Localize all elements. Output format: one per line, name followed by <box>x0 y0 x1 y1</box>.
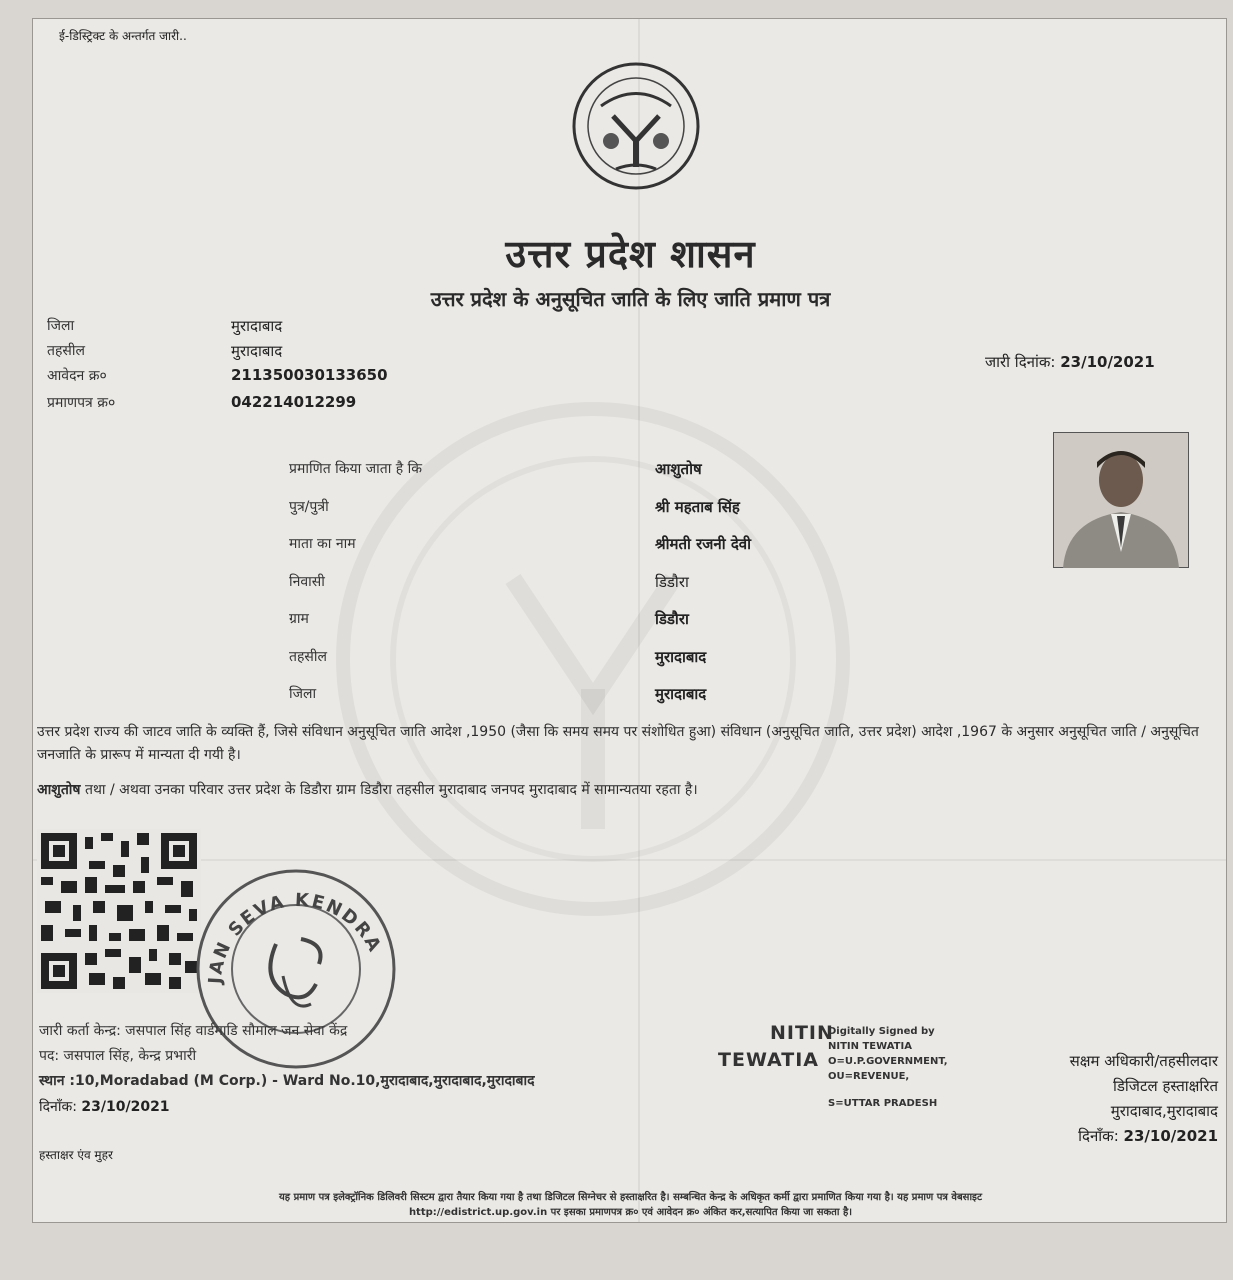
digital-line-5: S=UTTAR PRADESH <box>828 1098 938 1109</box>
field-label-mother: माता का नाम <box>289 536 356 552</box>
field-label-tehsil: तहसील <box>289 649 327 665</box>
issuer-date-label: दिनाँक: <box>39 1099 77 1115</box>
field-label-certified-that: प्रमाणित किया जाता है कि <box>289 461 423 477</box>
digital-line-4: OU=REVENUE, <box>828 1071 910 1082</box>
field-value-village: डिडौरा <box>655 610 689 628</box>
meta-label-district: जिला <box>47 318 75 334</box>
officer-date <box>988 1124 1218 1149</box>
applicant-photo <box>1053 432 1189 568</box>
residence-paragraph-text: तथा / अथवा उनका परिवार उत्तर प्रदेश के डिडौरा ग्राम डिडौरा तहसील मुरादाबाद जनपद मुरादाबाद में सामान्यतया रहता है। <box>84 782 698 798</box>
page-title: उत्तर प्रदेश शासन <box>505 231 756 276</box>
field-value-father: श्री महताब सिंह <box>655 498 740 516</box>
header-note: ई-डिस्ट्रिक्ट के अन्तर्गत जारी.. <box>59 29 187 43</box>
meta-value-district: मुरादाबाद <box>231 317 283 335</box>
field-value-mother: श्रीमती रजनी देवी <box>655 535 752 553</box>
meta-label-application-no: आवेदन क्र० <box>47 368 107 384</box>
certificate-page <box>32 18 1227 1223</box>
field-value-tehsil: मुरादाबाद <box>655 648 707 666</box>
issue-date-value: 23/10/2021 <box>1060 353 1155 371</box>
residence-paragraph-name: आशुतोष <box>37 782 81 798</box>
stamp-text: JAN SEVA KENDRA <box>204 889 386 985</box>
footer-verification-url: http://edistrict.up.gov.in पर इसका प्रमाणपत्र क्र० एवं आवेदन क्र० अंकित कर,सत्यापित किया जा सकता है। <box>408 1207 853 1218</box>
issuer-post: पद: जसपाल सिंह, केन्द्र प्रभारी <box>39 1048 197 1064</box>
officer-date-value: 23/10/2021 <box>1123 1127 1218 1145</box>
issue-date <box>985 352 1155 372</box>
field-value-district: मुरादाबाद <box>655 685 707 703</box>
issuer-date-value: 23/10/2021 <box>81 1099 170 1115</box>
field-label-village: ग्राम <box>289 611 309 627</box>
officer-date-label: दिनाँक: <box>1078 1127 1119 1145</box>
qr-code[interactable] <box>37 829 201 993</box>
digital-line-3: O=U.P.GOVERNMENT, <box>828 1056 948 1067</box>
signer-name-last: TEWATIA <box>718 1049 820 1071</box>
meta-value-application-no: 211350030133650 <box>231 366 388 384</box>
digital-line-1: Digitally Signed by <box>828 1026 935 1037</box>
residence-paragraph <box>37 779 1217 802</box>
field-label-resident: निवासी <box>289 574 325 590</box>
field-label-son-daughter: पुत्र/पुत्री <box>289 499 329 515</box>
sign-and-seal-note: हस्ताक्षर एंव मुहर <box>39 1148 113 1162</box>
meta-value-tehsil: मुरादाबाद <box>231 342 283 360</box>
field-label-district: जिला <box>289 686 317 702</box>
issuer-date <box>39 1097 170 1116</box>
certificate-subtitle: उत्तर प्रदेश के अनुसूचित जाति के लिए जाति प्रमाण पत्र <box>430 287 831 311</box>
officer-place: मुरादाबाद,मुरादाबाद <box>1110 1102 1218 1120</box>
issuer-center: जारी कर्ता केन्द्र: जसपाल सिंह वार्डमाडि सौमाल जन सेवा केंद्र <box>39 1023 348 1039</box>
meta-label-certificate-no: प्रमाणपत्र क्र० <box>47 395 116 411</box>
signer-name-first: NITIN <box>770 1022 834 1044</box>
issuer-place: स्थान :10,Moradabad (M Corp.) - Ward No.10,मुरादाबाद,मुरादाबाद,मुरादाबाद <box>39 1073 535 1089</box>
officer-block <box>988 1049 1218 1149</box>
officer-designation: सक्षम अधिकारी/तहसीलदार <box>1069 1052 1218 1070</box>
issue-date-label: जारी दिनांक: <box>985 353 1056 371</box>
footer-disclaimer: यह प्रमाण पत्र इलेक्ट्रॉनिक डिलिवरी सिस्टम द्वारा तैयार किया गया है तथा डिजिटल सिग्नेचर से हस्ताक्षरित है। सम्बन्धित केन्द्र के अधिकृत कर्मी द्वारा प्रमाणित किया गया है। यह प्रमाण पत्र वेबसाइट <box>279 1192 982 1203</box>
field-value-name: आशुतोष <box>655 460 702 478</box>
digital-signature-details <box>828 1024 948 1111</box>
digitally-signed-note: डिजिटल हस्ताक्षरित <box>1113 1077 1218 1095</box>
digital-line-2: NITIN TEWATIA <box>828 1041 912 1052</box>
meta-value-certificate-no: 042214012299 <box>231 393 357 411</box>
caste-declaration-paragraph: उत्तर प्रदेश राज्य की जाटव जाति के व्यक्ति हैं, जिसे संविधान अनुसूचित जाति आदेश ,1950 (जैसा कि समय समय पर संशोधित हुआ) संविधान (अनुसूचित जाति, उत्तर प्रदेश) आदेश ,1967 के अनुसार अनुसूचित जाति / अनुसूचित जनजाति के प्रारूप में मान्यता दी गयी है। <box>37 724 1199 763</box>
jan-seva-kendra-stamp-icon <box>191 864 401 1074</box>
field-value-resident: डिडौरा <box>655 573 689 591</box>
meta-label-tehsil: तहसील <box>47 343 85 359</box>
up-government-emblem-icon <box>571 61 701 191</box>
